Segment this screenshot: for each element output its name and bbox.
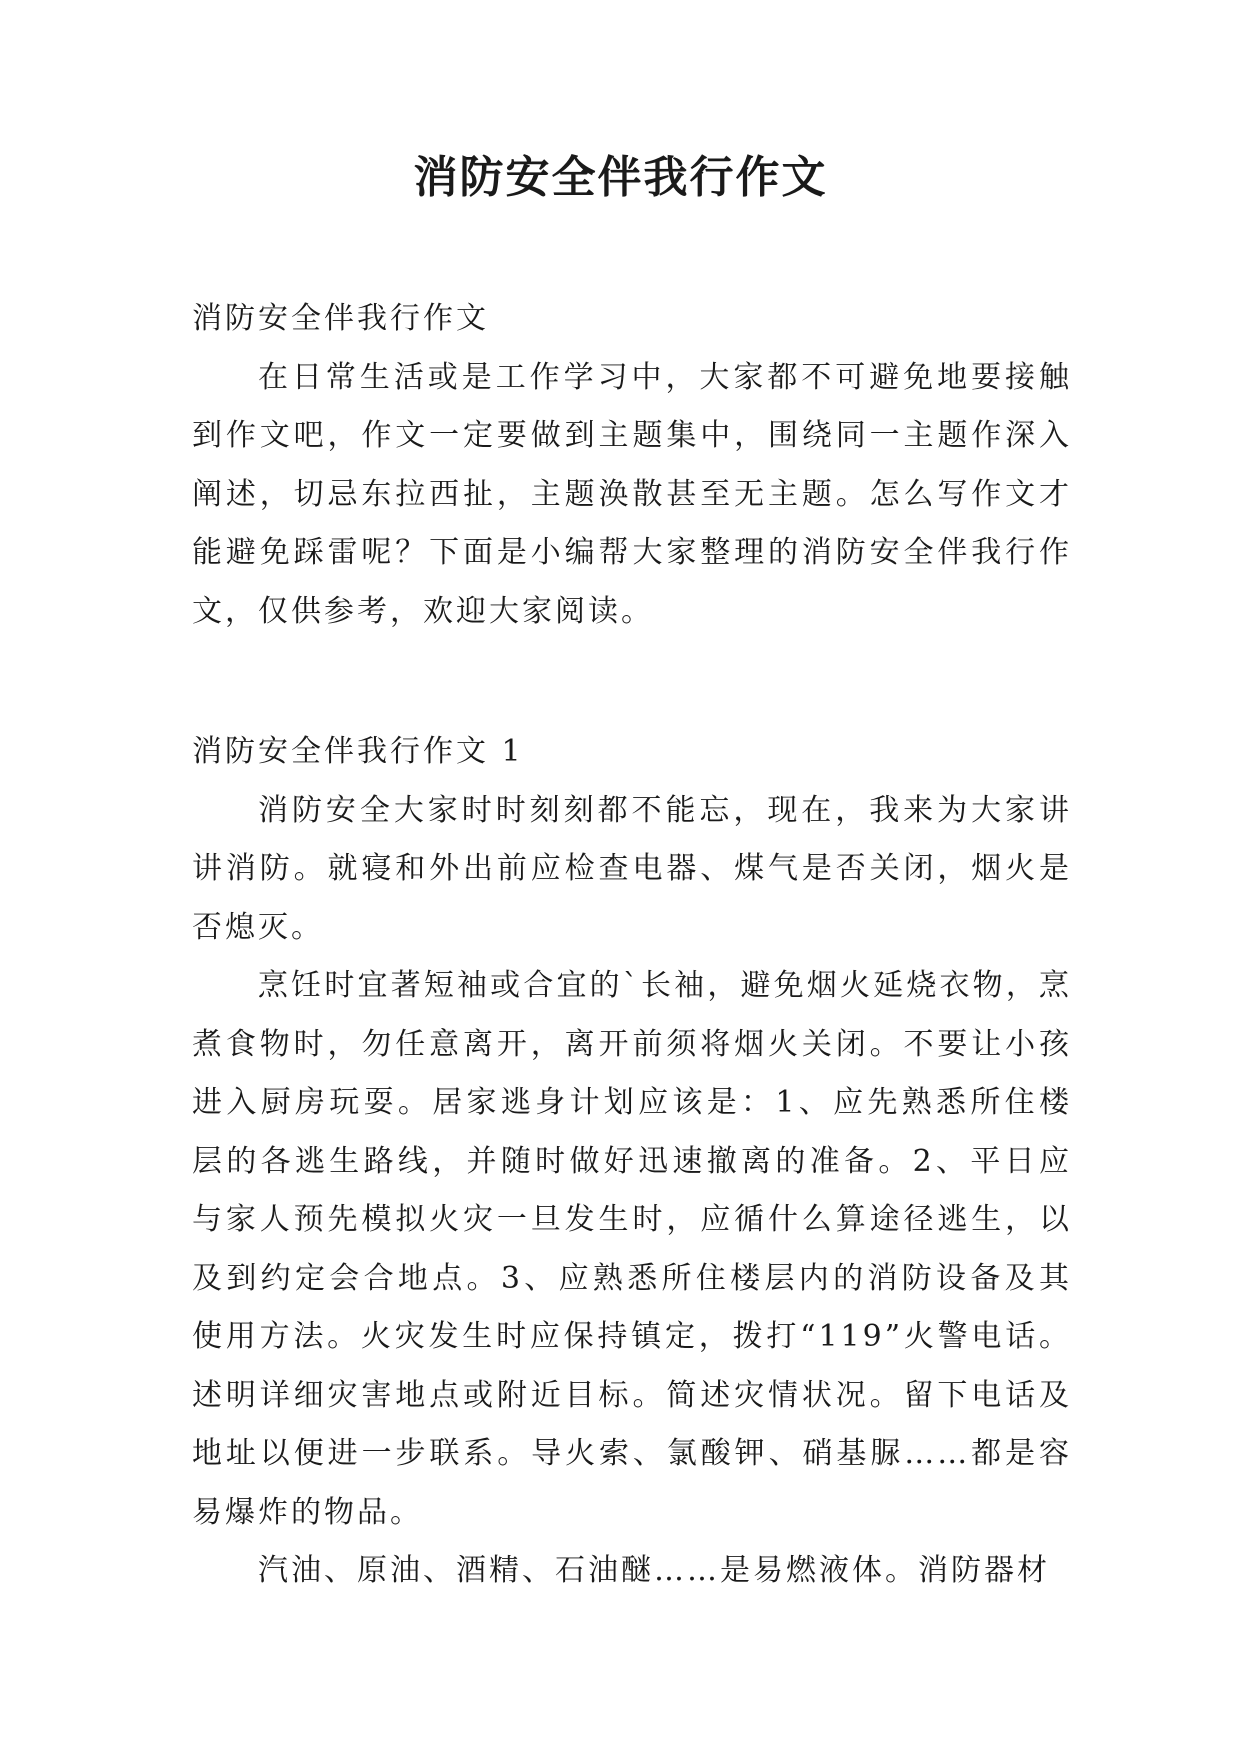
essay-paragraph: 烹饪时宜著短袖或合宜的`长袖，避免烟火延烧衣物，烹煮食物时，勿任意离开，离开前须将烟火关闭。不要让小孩进入厨房玩耍。居家逃身计划应该是：1、应先熟悉所住楼层的各逃生路线，并随时做好迅速撤离的准备。2、平日应与家人预先模拟火灾一旦发生时，应循什么算途径逃生，以及到约定会合地点。3、应熟悉所住楼层内的消防设备及其使用方法。火灾发生时应保持镇定，拨打“119”火警电话。述明详细灾害地点或附近目标。简述灾情状况。留下电话及地址以便进一步联系。导火索、氯酸钾、硝基脲……都是容易爆炸的物品。	[192, 968, 1072, 1530]
essay-paragraph: 汽油、原油、酒精、石油醚……是易燃液体。消防器材	[258, 1553, 1050, 1588]
document-body	[192, 290, 1072, 1601]
document-title: 消防安全伴我行作文	[413, 152, 828, 203]
section-spacer	[192, 641, 1072, 723]
section-heading: 消防安全伴我行作文	[192, 301, 489, 336]
essay-paragraph: 消防安全大家时时刻刻都不能忘，现在，我来为大家讲讲消防。就寝和外出前应检查电器、煤气是否关闭，烟火是否熄灭。	[192, 792, 1072, 945]
intro-paragraph: 在日常生活或是工作学习中，大家都不可避免地要接触到作文吧，作文一定要做到主题集中，围绕同一主题作深入阐述，切忌东拉西扯，主题涣散甚至无主题。怎么写作文才能避免踩雷呢？下面是小编帮大家整理的消防安全伴我行作文，仅供参考，欢迎大家阅读。	[192, 359, 1072, 629]
essay-heading: 消防安全伴我行作文 1	[192, 734, 524, 769]
